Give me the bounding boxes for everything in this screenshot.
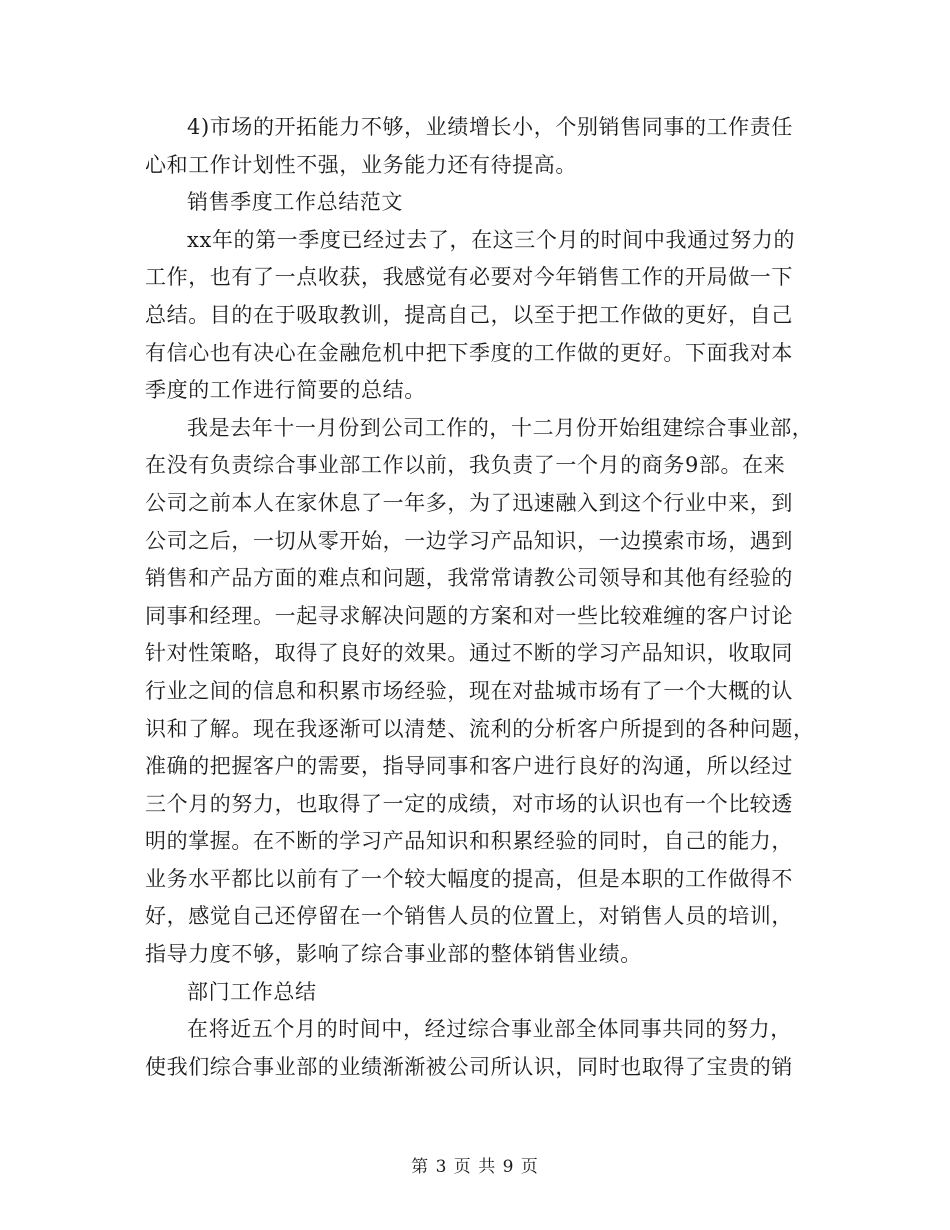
paragraph-line: 公司之前本人在家休息了一年多，为了迅速融入到这个行业中来，到: [145, 490, 793, 515]
paragraph-line: 总结。目的在于吸取教训，提高自己，以至于把工作做的更好，自己: [145, 302, 793, 327]
paragraph-line: 同事和经理。一起寻求解决问题的方案和对一些比较难缠的客户讨论: [145, 603, 793, 628]
paragraph-line: 行业之间的信息和积累市场经验，现在对盐城市场有了一个大概的认: [145, 678, 793, 703]
paragraph-line: 识和了解。现在我逐渐可以清楚、流利的分析客户所提到的各种问题，: [145, 716, 815, 741]
section-heading: 部门工作总结: [187, 979, 317, 1004]
paragraph-line: 在没有负责综合事业部工作以前，我负责了一个月的商务9部。在来: [145, 453, 786, 478]
paragraph-line: 准确的把握客户的需要，指导同事和客户进行良好的沟通，所以经过: [145, 754, 793, 779]
paragraph-line: 使我们综合事业部的业绩渐渐被公司所认识，同时也取得了宝贵的销: [145, 1054, 793, 1079]
paragraph-line: 工作，也有了一点收获，我感觉有必要对今年销售工作的开局做一下: [145, 265, 793, 290]
paragraph-line: 针对性策略，取得了良好的效果。通过不断的学习产品知识，收取同: [145, 641, 793, 666]
paragraph-line: 在将近五个月的时间中，经过综合事业部全体同事共同的努力，: [187, 1017, 792, 1042]
page-number-footer: 第 3 页 共 9 页: [411, 1157, 539, 1177]
document-body: [145, 109, 815, 1086]
paragraph-line: 心和工作计划性不强，业务能力还有待提高。: [145, 152, 577, 177]
paragraph-line: 我是去年十一月份到公司工作的，十二月份开始组建综合事业部，: [187, 415, 814, 440]
paragraph-line: 好，感觉自己还停留在一个销售人员的位置上，对销售人员的培训，: [145, 904, 793, 929]
section-heading: 销售季度工作总结范文: [187, 190, 403, 215]
paragraph-line: 季度的工作进行简要的总结。: [145, 378, 426, 403]
paragraph-line: 有信心也有决心在金融危机中把下季度的工作做的更好。下面我对本: [145, 340, 793, 365]
paragraph-line: 公司之后，一切从零开始，一边学习产品知识，一边摸索市场，遇到: [145, 528, 793, 553]
paragraph-line: 指导力度不够，影响了综合事业部的整体销售业绩。: [145, 942, 642, 967]
paragraph-line: 4)市场的开拓能力不够，业绩增长小，个别销售同事的工作责任: [187, 115, 793, 139]
paragraph-line: 销售和产品方面的难点和问题，我常常请教公司领导和其他有经验的: [145, 566, 793, 591]
paragraph-line: 业务水平都比以前有了一个较大幅度的提高，但是本职的工作做得不: [145, 866, 793, 891]
paragraph-line: 三个月的努力，也取得了一定的成绩，对市场的认识也有一个比较透: [145, 791, 793, 816]
paragraph-line: 明的掌握。在不断的学习产品知识和积累经验的同时，自己的能力，: [145, 829, 793, 854]
paragraph-line: xx年的第一季度已经过去了，在这三个月的时间中我通过努力的: [187, 227, 796, 252]
